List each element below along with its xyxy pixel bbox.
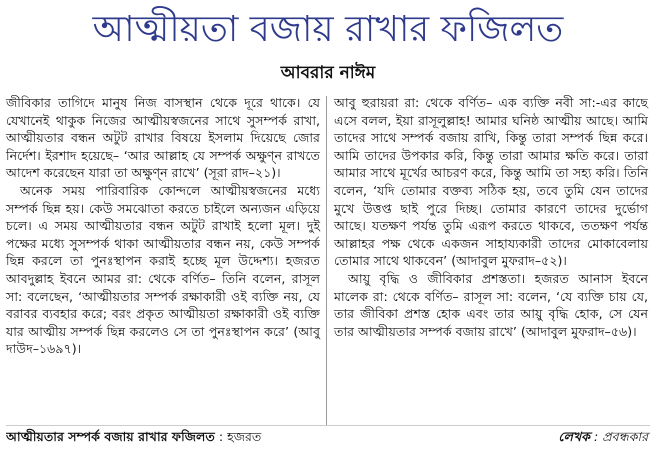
- left-column: [6, 94, 320, 358]
- paragraph: আবু হুরায়রা রা: থেকে বর্ণিত– এক ব্যক্তি নবী সা:-এর কাছে এসে বলল, ইয়া রাসূলুল্লাহ! আমার ঘনিষ্ঠ আত্মীয় আছে। আমি তাদের সাথে সম্পর্ক বজায় রাখি, কিন্তু তারা সম্পর্ক ছিন্ন করে। আমি তাদের উপকার করি, কিন্তু তারা আমার ক্ষতি করে। তারা আমার সাথে মূর্খের আচরণ করে, কিন্তু আমি তা সহ্য করি। তিনি বলেন, ‘যদি তোমার বক্তব্য সঠিক হয়, তবে তুমি যেন তাদের মুখে উত্তপ্ত ছাই পুরে দিচ্ছ। তোমার কারণে তাদের দুর্ভোগ আছে। যতক্ষণ পর্যন্ত তুমি এরূপ করতে থাকবে, ততক্ষণ পর্যন্ত আল্লাহর পক্ষ থেকে একজন সাহায্যকারী তাদের মোকাবেলায় তোমার সাথে থাকবেন’ (আদাবুল মুফরাদ–৫২)।: [334, 95, 648, 269]
- article-headline: আত্মীয়তা বজায় রাখার ফজিলত: [92, 9, 564, 50]
- caption-text: : হজরত: [214, 429, 262, 444]
- bottom-rule: [6, 425, 650, 426]
- author-value: : প্রবন্ধকার: [589, 429, 648, 444]
- caption-title: আত্মীয়তার সম্পর্ক বজায় রাখার ফজিলত: [6, 429, 215, 444]
- paragraph: অনেক সময় পারিবারিক কোন্দলে আত্মীয়স্বজনের মধ্যে সম্পর্ক ছিন্ন হয়। কেউ সমঝোতা করতে চাইলে অন্যজন এড়িয়ে চলে। এ সময় আত্মীয়তার বন্ধন অটুট রাখাই হলো মূল। দুই পক্ষের মধ্যে সুসম্পর্ক থাকা আত্মীয়তার বন্ধন নয়, কেউ সম্পর্ক ছিন্ন করলে তা পুনঃস্থাপন করাই হচ্ছে মূল উদ্দেশ্য। হজরত আবদুল্লাহ ইবনে আমর রা: থেকে বর্ণিত– তিনি বলেন, রাসূল সা: বলেছেন, ‘আত্মীয়তার সম্পর্ক রক্ষাকারী ওই ব্যক্তি নয়, যে বরাবর ব্যবহার করে; বরং প্রকৃত আত্মীয়তা রক্ষাকারী ওই ব্যক্তি যার আত্মীয় সম্পর্ক ছিন্ন করলেও সে তা পুনঃস্থাপন করে’ (আবু দাউদ–১৬৯৭)।: [6, 182, 320, 357]
- image-caption: [6, 427, 320, 447]
- column-divider: [326, 96, 327, 426]
- author-credit: [334, 427, 648, 447]
- article-byline: আবরার নাঈম: [280, 63, 376, 83]
- paragraph: জীবিকার তাগিদে মানুষ নিজ বাসস্থান থেকে দূরে থাকে। যে যেখানেই থাকুক নিজের আত্মীয়স্বজনের সাথে সুসম্পর্ক রাখা, আত্মীয়তার বন্ধন অটুট রাখার বিষয়ে ইসলাম দিয়েছে জোর নির্দেশ। ইরশাদ হয়েছে– ‘আর আল্লাহ যে সম্পর্ক অক্ষুণ্ন রাখতে আদেশ করেছেন যারা তা অক্ষুণ্ন রাখে’ (সূরা রাদ–২১)।: [6, 95, 320, 181]
- right-column: [334, 94, 648, 340]
- author-label: লেখক: [558, 429, 590, 444]
- paragraph: আয়ু বৃদ্ধি ও জীবিকার প্রশস্ততা। হজরত আনাস ইবনে মালেক রা: থেকে বর্ণিত– রাসূল সা: বলেন, ‘যে ব্যক্তি চায় যে, তার জীবিকা প্রশস্ত হোক এবং তার আয়ু বৃদ্ধি হোক, সে যেন তার আত্মীয়তার সম্পর্ক বজায় রাখে’ (আদাবুল মুফরাদ–৫৬)।: [334, 270, 648, 339]
